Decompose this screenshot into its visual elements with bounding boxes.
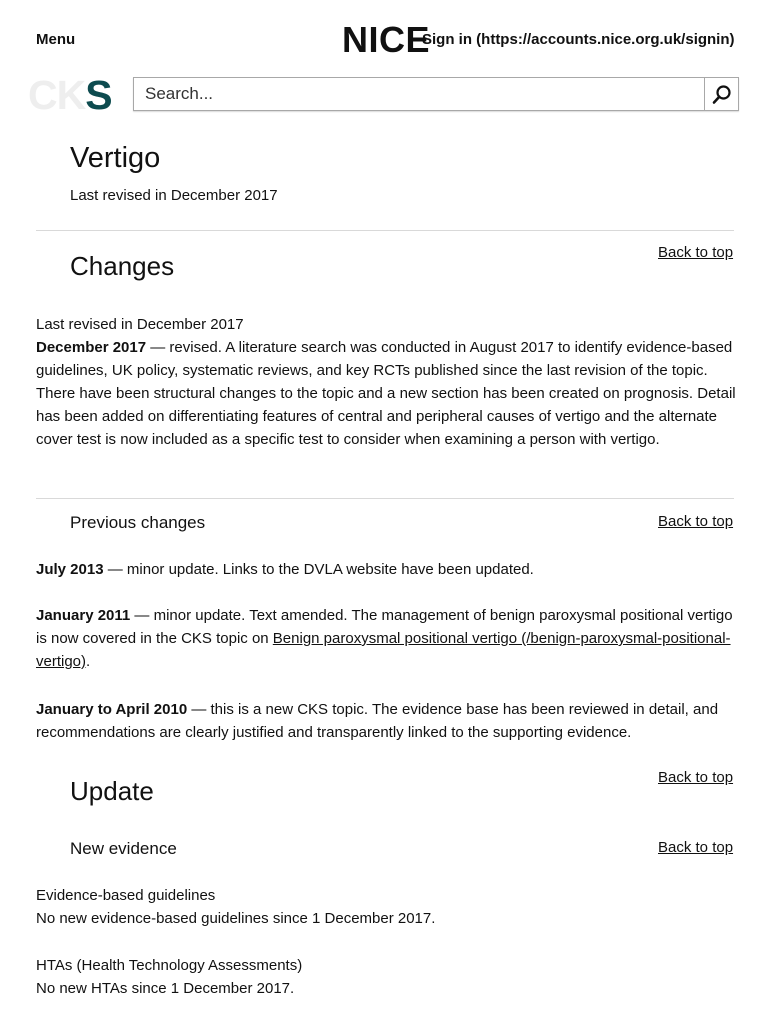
- evidence-item-label: HTAs (Health Technology Assessments): [36, 957, 303, 974]
- page-title: Vertigo: [70, 142, 161, 174]
- evidence-item-label: Evidence-based guidelines: [36, 887, 216, 904]
- search-icon: [711, 84, 733, 106]
- evidence-item-text: No new HTAs since 1 December 2017.: [36, 980, 295, 997]
- entry-text: — minor update. Text amended. The management of benign paroxysmal positional vertigo is now covered in the CKS topic on: [36, 607, 733, 647]
- entry-text: — this is a new CKS topic. The evidence base has been reviewed in detail, and recommendations are clearly justified and transparently linked to the supporting evidence.: [36, 701, 719, 741]
- cks-logo-suffix: S: [85, 72, 112, 118]
- changes-entry-date: December 2017: [36, 339, 147, 356]
- divider: [36, 498, 734, 499]
- previous-changes-heading: Previous changes: [70, 513, 206, 532]
- cks-logo-prefix: CK: [28, 72, 86, 118]
- changes-entry-text: — revised. A literature search was conducted in August 2017 to identify evidence-based guidelines, UK policy, systematic reviews, and key RCTs published since the last revision of the topic. There have been structural changes to the topic and a new section has been created on prognosis. Detail has been added on differentiating features of central and peripheral causes of vertigo and the alternate cover test is now included as a specific test to consider when examining a person with vertigo.: [36, 339, 736, 448]
- entry-text: — minor update. Links to the DVLA website have been updated.: [103, 561, 534, 578]
- nice-logo[interactable]: NICE: [342, 19, 431, 60]
- changes-last-revised: Last revised in December 2017: [36, 316, 244, 333]
- entry-date: July 2013: [36, 561, 104, 578]
- new-evidence-heading: New evidence: [70, 839, 177, 858]
- menu-button[interactable]: Menu: [36, 31, 76, 48]
- evidence-item-text: No new evidence-based guidelines since 1 December 2017.: [36, 910, 436, 927]
- changes-entry: [36, 336, 736, 451]
- back-to-top-link[interactable]: Back to top: [658, 244, 734, 261]
- search-input[interactable]: [135, 79, 715, 109]
- back-to-top-link[interactable]: Back to top: [658, 769, 734, 786]
- back-to-top-link[interactable]: Back to top: [658, 839, 734, 856]
- search-button[interactable]: [704, 78, 738, 110]
- sign-in-link[interactable]: Sign in (https://accounts.nice.org.uk/signin): [422, 31, 735, 48]
- changes-heading: Changes: [70, 251, 175, 281]
- divider: [36, 230, 734, 231]
- search-bar: [133, 77, 739, 111]
- topic-last-revised: Last revised in December 2017: [70, 187, 278, 204]
- previous-change-entry: [36, 558, 736, 581]
- previous-change-entry: [36, 604, 736, 673]
- back-to-top-link[interactable]: Back to top: [658, 513, 734, 530]
- entry-date: January 2011: [36, 607, 131, 624]
- cks-logo[interactable]: [28, 73, 112, 117]
- entry-text-end: .: [86, 653, 91, 670]
- bppv-topic-link[interactable]: Benign paroxysmal positional vertigo (/benign-paroxysmal-positional-vertigo): [36, 630, 731, 670]
- entry-date: January to April 2010: [36, 701, 188, 718]
- update-heading: Update: [70, 776, 154, 806]
- previous-change-entry: [36, 698, 736, 744]
